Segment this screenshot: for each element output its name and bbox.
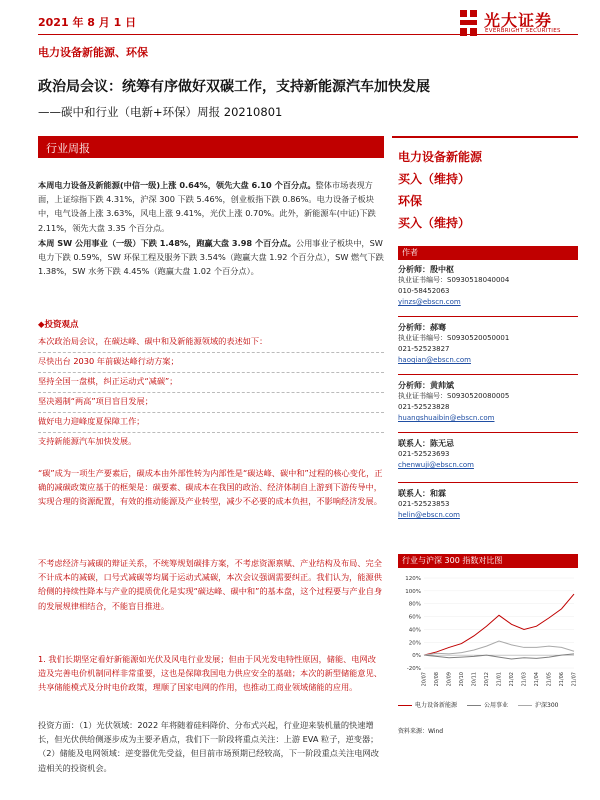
paragraph-lead: 本周电力设备及新能源(中信一级)上涨 0.64%，领先大盘 6.10 个百分点。 <box>38 180 316 190</box>
y-tick-label: 60% <box>408 614 421 621</box>
viewpoint-heading: ◆投资观点 <box>38 320 79 330</box>
legend-label: 沪深300 <box>535 702 559 709</box>
x-tick-label: 20/07 <box>421 672 428 687</box>
author-divider <box>398 316 578 317</box>
paragraph-market <box>38 178 384 235</box>
page-subtitle: ——碳中和行业（电新+环保）周报 20210801 <box>38 105 283 119</box>
chart-source: 资料来源：Wind <box>398 728 444 735</box>
x-tick-label: 21/03 <box>521 672 528 687</box>
author-phone: 021-52523828 <box>398 403 450 411</box>
viewpoint-item: 做好电力迎峰度夏保障工作； <box>38 416 145 426</box>
chart-band <box>398 554 578 568</box>
y-tick-label: 20% <box>408 640 421 647</box>
divider <box>38 372 384 373</box>
author-name: 联系人：和霖 <box>398 489 446 498</box>
author-card <box>398 322 578 366</box>
page-title: 政治局会议：统筹有序做好双碳工作，支持新能源汽车加快发展 <box>38 79 430 95</box>
legend-label: 公用事业 <box>484 702 509 709</box>
author-name: 联系人：陈无忌 <box>398 439 454 448</box>
author-phone: 021-52523853 <box>398 500 450 508</box>
legend-item <box>518 700 558 709</box>
rating-sector-1: 电力设备新能源 <box>398 150 483 164</box>
series-line <box>424 654 574 659</box>
paragraph-policy: 不考虑经济与减碳的辩证关系，不统筹规划碳排方案，不考虑资源禀赋、产业结构及布局、完全不计成本的减碳，口号式减碳等均属于运动式减碳，本次会议强调需要纠正。我们认为，能源供给侧的持续性降本与产业的提质优化是实现“碳达峰、碳中和”的基本盘，这个过程要与产业自身的发展规律相结合，不能盲目推进。 <box>38 558 383 611</box>
x-tick-label: 21/01 <box>496 672 503 687</box>
author-card <box>398 380 578 424</box>
y-tick-label: 120% <box>405 576 421 582</box>
x-tick-label: 20/08 <box>434 672 440 687</box>
chart-legend <box>398 700 578 711</box>
x-tick-label: 20/12 <box>484 672 490 687</box>
divider <box>38 352 384 353</box>
author-email[interactable]: huangshuaibin@ebscn.com <box>398 414 495 422</box>
logo-text-en: EVERBRIGHT SECURITIES <box>485 28 561 34</box>
report-type-label: 行业周报 <box>46 142 90 155</box>
y-tick-label: 0% <box>412 653 421 660</box>
divider <box>38 412 384 413</box>
x-tick-label: 21/04 <box>534 672 540 687</box>
chart-title: 行业与沪深 300 指数对比图 <box>402 556 503 565</box>
author-divider <box>398 482 578 483</box>
comparison-chart <box>398 572 578 702</box>
authors-label: 作者 <box>402 248 418 257</box>
paragraph-body: 公用事业子板块中，SW 电力下跌 0.59%，SW 环保工程及服务下跌 3.54%（跑赢大盘 1.92 个百分点），SW 燃气下跌 1.38%，SW 水务下跌 4.45%（跑赢大盘 1.02 个百分点）。 <box>38 238 384 277</box>
author-email[interactable]: chenwuji@ebscn.com <box>398 461 474 469</box>
x-tick-label: 20/11 <box>471 672 478 687</box>
legend-swatch <box>518 705 532 706</box>
author-cert: 执业证书编号：S0930520050001 <box>398 334 510 342</box>
rating-value-2: 买入（维持） <box>398 216 471 230</box>
viewpoint-item: 坚决遏制“两高”项目盲目发展； <box>38 396 153 406</box>
author-card <box>398 488 578 521</box>
author-email[interactable]: haoqian@ebscn.com <box>398 356 471 364</box>
authors-band <box>398 246 578 260</box>
author-email[interactable]: helin@ebscn.com <box>398 511 460 519</box>
top-rule <box>38 34 578 35</box>
divider <box>38 432 384 433</box>
author-divider <box>398 432 578 433</box>
report-date: 2021 年 8 月 1 日 <box>38 16 137 29</box>
author-divider <box>398 374 578 375</box>
author-phone: 010-58452063 <box>398 287 450 295</box>
legend-label: 电力设备新能源 <box>415 702 458 709</box>
viewpoint-item: 支持新能源汽车加快发展。 <box>38 436 137 446</box>
author-name: 分析师：殷中枢 <box>398 265 454 274</box>
x-tick-label: 21/02 <box>509 672 515 687</box>
y-tick-label: -20% <box>406 666 421 672</box>
viewpoint-item: 坚持全国一盘棋，纠正运动式“减碳”； <box>38 376 178 386</box>
x-tick-label: 21/06 <box>559 672 565 687</box>
legend-swatch <box>398 705 412 706</box>
author-cert: 执业证书编号：S0930518040004 <box>398 276 510 284</box>
y-tick-label: 100% <box>405 588 421 595</box>
legend-item <box>467 700 508 709</box>
sector-label: 电力设备新能源、环保 <box>38 46 148 59</box>
x-tick-label: 20/10 <box>459 672 465 687</box>
y-tick-label: 80% <box>408 601 421 608</box>
rating-value-1: 买入（维持） <box>398 172 471 186</box>
author-phone: 021-52523827 <box>398 345 450 353</box>
paragraph-body: 整体市场表现方面，上证综指下跌 4.31%，沪深 300 下跌 5.46%，创业板指下跌 0.86%。电力设备子板块中，电气设备上涨 3.63%，风电上涨 9.41%，光伏上涨 0.70%。此外，新能源车(中证)下跌 2.11%，领先大盘 3.35 个百分点。 <box>38 180 376 233</box>
author-name: 分析师：黄帅斌 <box>398 381 454 390</box>
x-tick-label: 21/07 <box>571 672 578 687</box>
x-tick-label: 21/05 <box>546 672 553 687</box>
ratings-block <box>398 146 482 234</box>
legend-item <box>398 700 457 709</box>
author-cert: 执业证书编号：S0930520080005 <box>398 392 510 400</box>
right-band-rule <box>392 136 578 138</box>
paragraph-utilities <box>38 236 384 279</box>
x-tick-label: 20/09 <box>446 672 453 687</box>
logo-text: 光大证券 <box>484 11 553 30</box>
divider <box>38 392 384 393</box>
paragraph-outlook: 1. 我们长期坚定看好新能源如光伏及风电行业发展；但由于风光发电特性原因，储能、电网改造及完善电价机制同样非常重要，这也是保障我国电力供应安全的基础；本次的新型储能意见、共享储能模式及分时电价政策，理顺了国家电网的作用，也推动工商业领域储能的应用。 <box>38 654 382 693</box>
paragraph-investment: 投资方面：（1）光伏领域：2022 年将随着硅料降价、分布式兴起，行业迎来装机量的快速增长，但光伏供给侧逐步成为主要矛盾点，我们下一阶段将重点关注：上游 EVA 粒子，逆变器；（2）储能及电网领域：逆变器优先受益，但目前市场预期已经较高，下一阶段重点关注电网改造相关的投资机会。 <box>38 720 379 773</box>
logo <box>458 6 578 42</box>
author-email[interactable]: yinzs@ebscn.com <box>398 298 461 306</box>
author-card <box>398 264 578 308</box>
author-phone: 021-52523693 <box>398 450 450 458</box>
legend-swatch <box>467 705 481 706</box>
viewpoint-intro: 本次政治局会议，在碳达峰、碳中和及新能源领域的表述如下： <box>38 336 268 346</box>
author-card <box>398 438 578 471</box>
report-type-band <box>38 136 384 158</box>
paragraph-lead: 本周 SW 公用事业（一级）下跌 1.48%，跑赢大盘 3.98 个百分点。 <box>38 238 296 248</box>
viewpoint-item: 尽快出台 2030 年前碳达峰行动方案； <box>38 356 179 366</box>
rating-sector-2: 环保 <box>398 194 423 208</box>
y-tick-label: 40% <box>408 627 421 634</box>
paragraph-carbon: “碳”成为一项生产要素后，碳成本由外部性转为内部性是“碳达峰、碳中和”过程的核心变化，正确的减碳政策应基于的框架是：碳要素、碳成本在我国的政治、经济体制自上游到下游传导中，实现合理的资源配置，有效的推动能源及产业转型，减少不必要的成本负担，不影响经济发展。 <box>38 468 383 507</box>
author-name: 分析师：郝骞 <box>398 323 446 332</box>
